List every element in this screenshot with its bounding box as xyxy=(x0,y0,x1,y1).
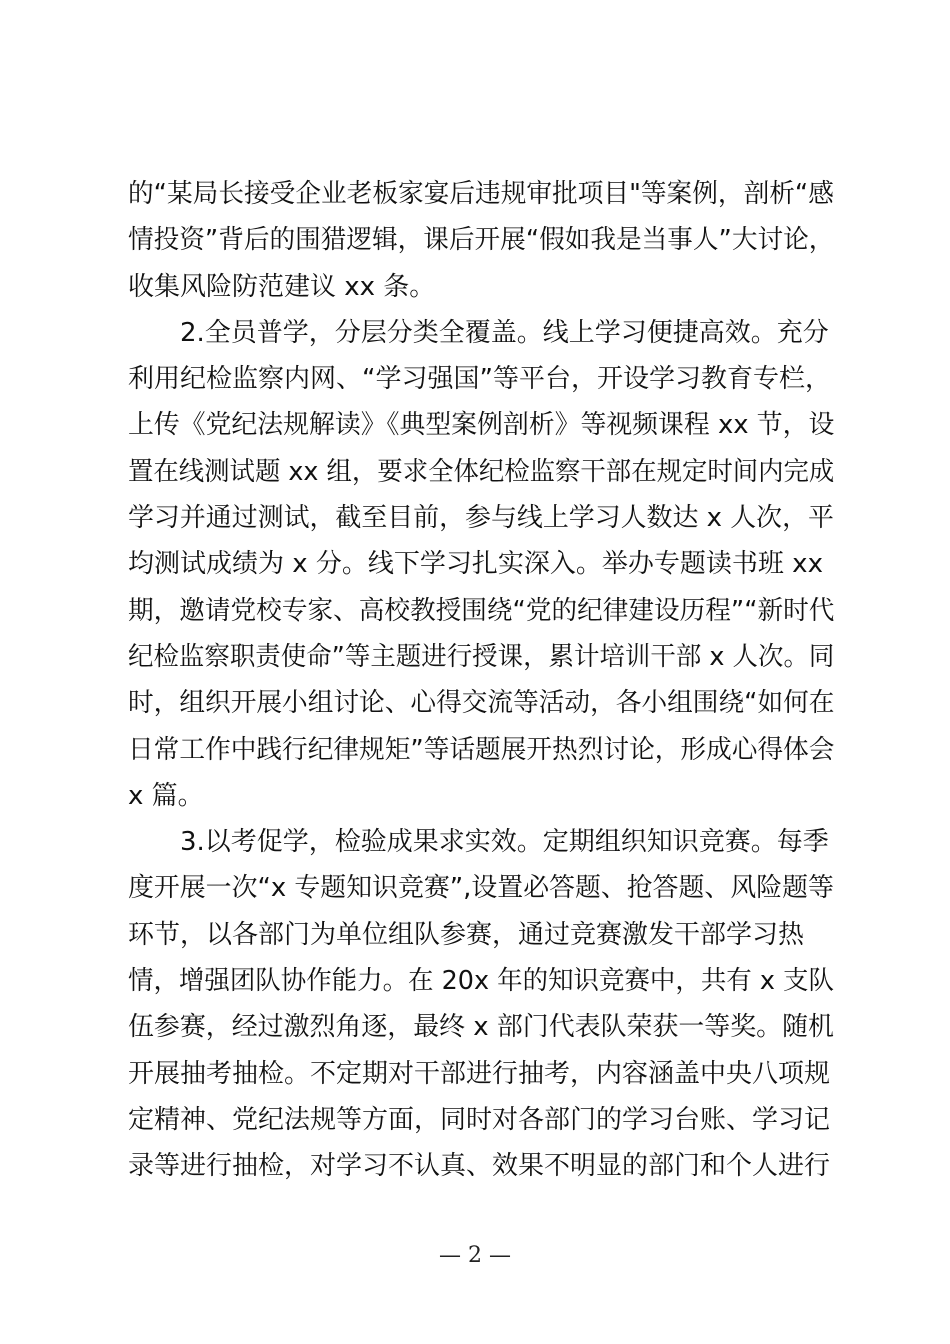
text-line: 收集风险防范建议 xx 条。 xyxy=(128,271,436,302)
text-line: 定精神、党纪法规等方面，同时对各部门的学习台账、学习记 xyxy=(128,1104,831,1135)
text-line: 3.以考促学，检验成果求实效。定期组织知识竞赛。每季 xyxy=(180,827,829,858)
text-line: 情，增强团队协作能力。在 20x 年的知识竞赛中，共有 x 支队 xyxy=(128,966,834,997)
text-line: 伍参赛，经过激烈角逐，最终 x 部门代表队荣获一等奖。随机 xyxy=(128,1012,834,1043)
text-line: 置在线测试题 xx 组，要求全体纪检监察干部在规定时间内完成 xyxy=(128,456,835,487)
text-line: 录等进行抽检，对学习不认真、效果不明显的部门和个人进行 xyxy=(128,1151,831,1182)
text-line: 开展抽考抽检。不定期对干部进行抽考，内容涵盖中央八项规 xyxy=(128,1058,831,1089)
text-line: 2.全员普学，分层分类全覆盖。线上学习便捷高效。充分 xyxy=(180,317,829,348)
text-line: 上传《党纪法规解读》《典型案例剖析》等视频课程 xx 节，设 xyxy=(128,410,835,441)
body-text xyxy=(128,171,834,1190)
text-line: 度开展一次“x 专题知识竞赛”,设置必答题、抢答题、风险题等 xyxy=(128,873,834,904)
text-line: 均测试成绩为 x 分。线下学习扎实深入。举办专题读书班 xx xyxy=(128,549,823,580)
text-line: x 篇。 xyxy=(128,780,204,811)
text-line: 学习并通过测试，截至目前，参与线上学习人数达 x 人次，平 xyxy=(128,503,834,534)
text-line: 期，邀请党校专家、高校教授围绕“党的纪律建设历程”“新时代 xyxy=(128,595,835,626)
text-line: 日常工作中践行纪律规矩”等话题展开热烈讨论，形成心得体会 xyxy=(128,734,835,765)
text-line: 环节，以各部门为单位组队参赛，通过竞赛激发干部学习热 xyxy=(128,919,805,950)
text-line: 情投资”背后的围猎逻辑，课后开展“假如我是当事人”大讨论， xyxy=(128,225,835,256)
text-line: 时，组织开展小组讨论、心得交流等活动，各小组围绕“如何在 xyxy=(128,688,835,719)
text-line: 的“某局长接受企业老板家宴后违规审批项目"等案例，剖析“感 xyxy=(128,179,834,209)
page-number: — 2 — xyxy=(439,1243,511,1268)
text-line: 利用纪检监察内网、“学习强国”等平台，开设学习教育专栏， xyxy=(128,364,831,395)
text-line: 纪检监察职责使命”等主题进行授课，累计培训干部 x 人次。同 xyxy=(128,641,835,672)
